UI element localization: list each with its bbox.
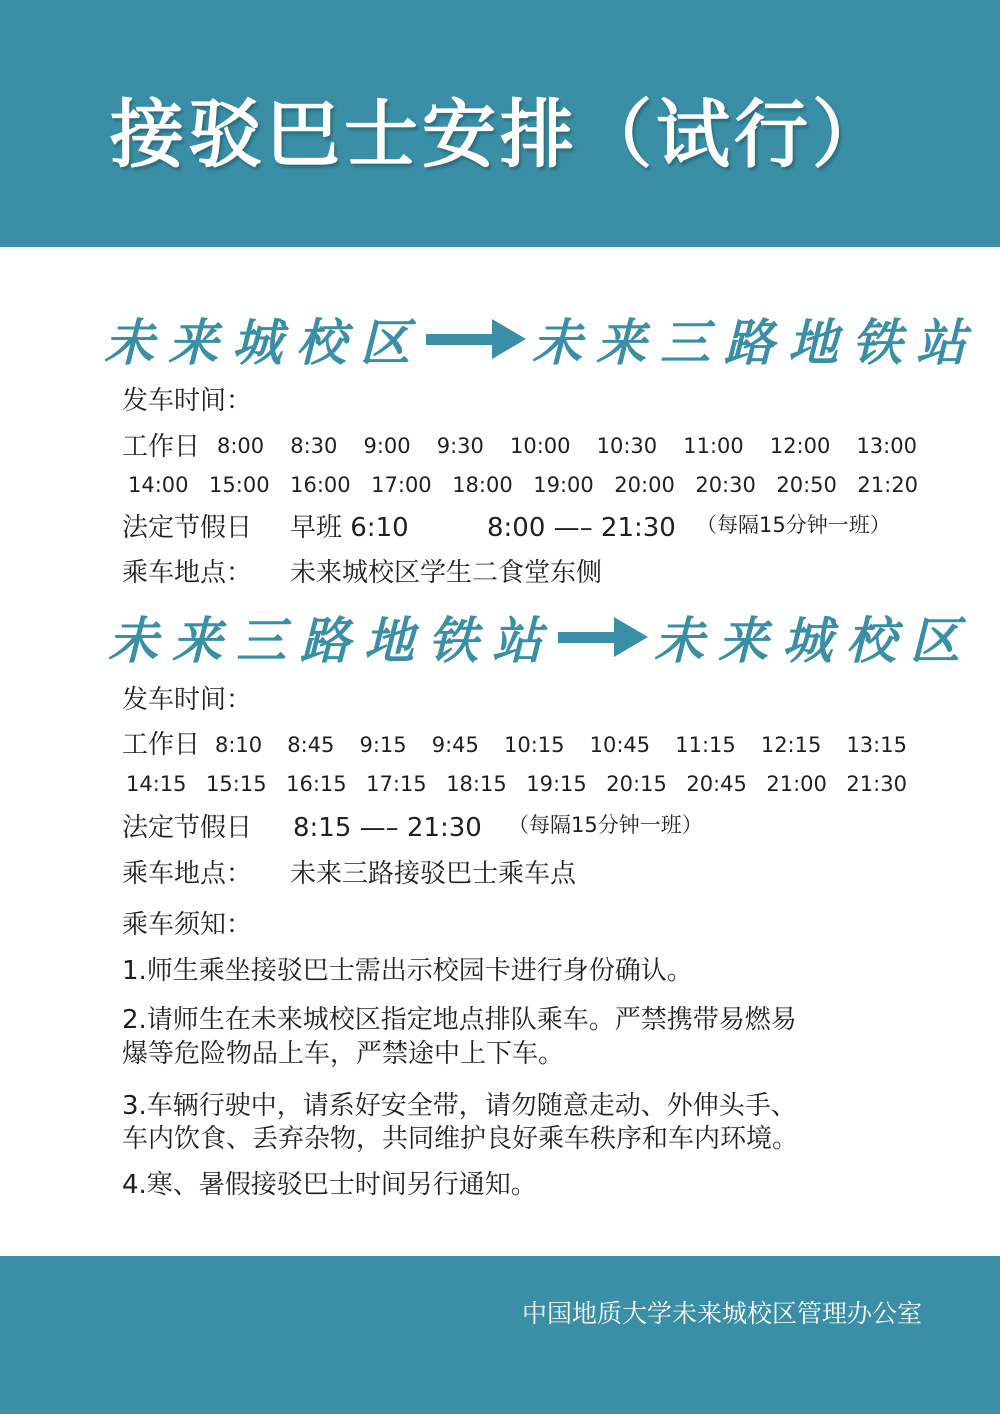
footer-banner: [0, 1256, 1000, 1414]
time-slot: 17:15: [366, 772, 427, 796]
time-slot: 20:45: [686, 772, 747, 796]
route-1-to: 未来三路地铁站: [532, 313, 980, 372]
time-slot: 19:00: [533, 473, 594, 497]
time-slot: 21:20: [857, 473, 918, 497]
time-slot: 9:00: [363, 434, 411, 458]
route-2-to: 未来城校区: [654, 611, 974, 670]
route-1-workday-times-row1: [217, 436, 917, 457]
route-2-pickup-label: 乘车地点：: [122, 859, 253, 889]
route-2-workday-times-row2: [126, 774, 907, 795]
time-slot: 11:00: [683, 434, 744, 458]
route-1-holiday-label: 法定节假日: [122, 513, 253, 543]
route-2-workday-label: 工作日: [122, 730, 201, 760]
time-slot: 18:15: [446, 772, 507, 796]
time-slot: 11:15: [675, 733, 736, 757]
footer-org: 中国地质大学未来城校区管理办公室: [521, 1299, 922, 1328]
route-1-holiday-note: （每隔15分钟一班）: [696, 513, 891, 537]
route-1-holiday-early: 早班 6:10: [290, 513, 409, 543]
route-2-holiday-note: （每隔15分钟一班）: [508, 813, 703, 837]
time-slot: 14:15: [126, 772, 187, 796]
route-2-workday-times-row1: [215, 735, 907, 756]
route-1-pickup-location: 未来城校区学生二食堂东侧: [290, 558, 603, 588]
time-slot: 9:30: [436, 434, 484, 458]
header-banner: [0, 0, 1000, 247]
right-arrow-icon: [426, 319, 526, 359]
notice-item-3: 3.车辆行驶中，请系好安全带，请勿随意走动、外伸头手、: [122, 1091, 797, 1121]
time-slot: 8:45: [287, 733, 335, 757]
time-slot: 10:15: [504, 733, 565, 757]
notice-item-2-cont: 爆等危险物品上车，严禁途中上下车。: [122, 1039, 565, 1069]
time-slot: 8:10: [215, 733, 263, 757]
time-slot: 20:00: [614, 473, 675, 497]
route-2-heading: [108, 602, 974, 672]
time-slot: 12:15: [760, 733, 822, 757]
time-slot: 16:00: [290, 473, 351, 497]
route-2-departure-label: 发车时间：: [122, 685, 253, 715]
page-title: 接驳巴士安排（试行）: [110, 92, 890, 178]
time-slot: 19:15: [526, 772, 587, 796]
notice-title: 乘车须知：: [122, 910, 253, 940]
time-slot: 17:00: [371, 473, 432, 497]
time-slot: 15:00: [209, 473, 270, 497]
route-2-from: 未来三路地铁站: [108, 611, 556, 670]
time-slot: 18:00: [452, 473, 513, 497]
notice-item-2: 2.请师生在未来城校区指定地点排队乘车。严禁携带易燃易: [122, 1005, 797, 1035]
route-1-pickup-label: 乘车地点：: [122, 558, 253, 588]
time-slot: 13:00: [856, 434, 917, 458]
time-slot: 15:15: [206, 772, 267, 796]
time-slot: 9:45: [431, 733, 479, 757]
time-slot: 21:00: [766, 772, 827, 796]
right-arrow-icon: [558, 617, 648, 657]
time-slot: 8:00: [217, 434, 265, 458]
route-2-holiday-label: 法定节假日: [122, 813, 253, 843]
route-1-holiday-range: 8:00 —– 21:30: [487, 513, 676, 543]
time-slot: 10:45: [589, 733, 651, 757]
time-slot: 10:30: [596, 434, 658, 458]
notice-item-1: 1.师生乘坐接驳巴士需出示校园卡进行身份确认。: [122, 956, 693, 986]
route-1-departure-label: 发车时间：: [122, 386, 253, 416]
time-slot: 16:15: [286, 772, 347, 796]
notice-item-4: 4.寒、暑假接驳巴士时间另行通知。: [122, 1170, 537, 1200]
route-1-from: 未来城校区: [104, 313, 424, 372]
time-slot: 8:30: [290, 434, 338, 458]
time-slot: 13:15: [846, 733, 907, 757]
time-slot: 21:30: [846, 772, 907, 796]
time-slot: 20:15: [606, 772, 667, 796]
time-slot: 20:50: [776, 473, 837, 497]
time-slot: 10:00: [510, 434, 571, 458]
time-slot: 9:15: [359, 733, 407, 757]
time-slot: 14:00: [128, 473, 189, 497]
time-slot: 12:00: [769, 434, 831, 458]
time-slot: 20:30: [695, 473, 756, 497]
route-1-workday-label: 工作日: [122, 432, 201, 462]
route-2-holiday-range: 8:15 —– 21:30: [293, 813, 482, 843]
notice-item-3-cont: 车内饮食、丢弃杂物，共同维护良好乘车秩序和车内环境。: [122, 1124, 799, 1154]
route-1-workday-times-row2: [128, 475, 918, 496]
route-2-pickup-location: 未来三路接驳巴士乘车点: [290, 859, 577, 889]
route-1-heading: [104, 304, 980, 374]
